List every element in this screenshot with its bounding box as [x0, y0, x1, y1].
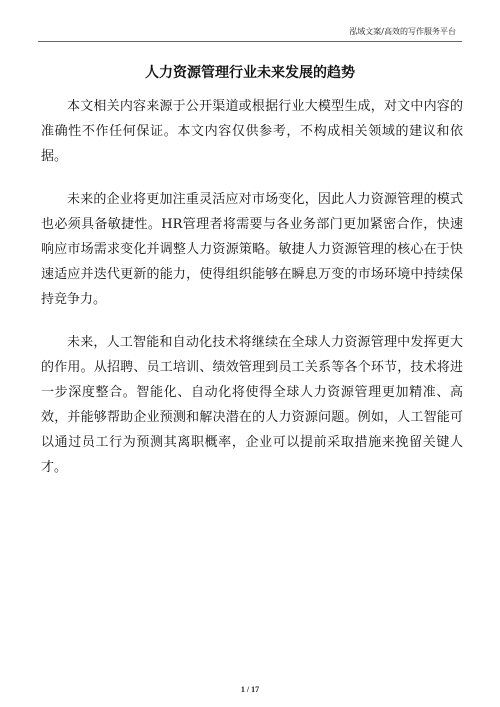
document-title: 人力资源管理行业未来发展的趋势	[145, 65, 355, 81]
page-number: 1 / 17	[240, 685, 260, 694]
paragraph-agile-hr: 未来的企业将更加注重灵活应对市场变化，因此人力资源管理的模式也必须具备敏捷性。HR管理者将需要与各业务部门更加紧密合作，快速响应市场需求变化并调整人力资源策略。敏捷人力资源管理的核心在于快速适应并迭代更新的能力，使得组织能够在瞬息万变的市场环境中持续保持竞争力。	[41, 192, 463, 307]
document-body	[41, 94, 463, 498]
paragraph-disclaimer: 本文相关内容来源于公开渠道或根据行业大模型生成，对文中内容的准确性不作任何保证。本文内容仅供参考，不构成相关领域的建议和依据。	[41, 99, 463, 164]
header-text: 泓域文案/高效的写作服务平台	[349, 27, 456, 36]
header-divider	[38, 41, 462, 42]
paragraph-ai-automation: 未来，人工智能和自动化技术将继续在全球人力资源管理中发挥更大的作用。从招聘、员工培训、绩效管理到员工关系等各个环节，技术将进一步深度整合。智能化、自动化将使得全球人力资源管理更加精准、高效，并能够帮助企业预测和解决潜在的人力资源问题。例如，人工智能可以通过员工行为预测其离职概率，企业可以提前采取措施来挽留关键人才。	[41, 335, 463, 475]
